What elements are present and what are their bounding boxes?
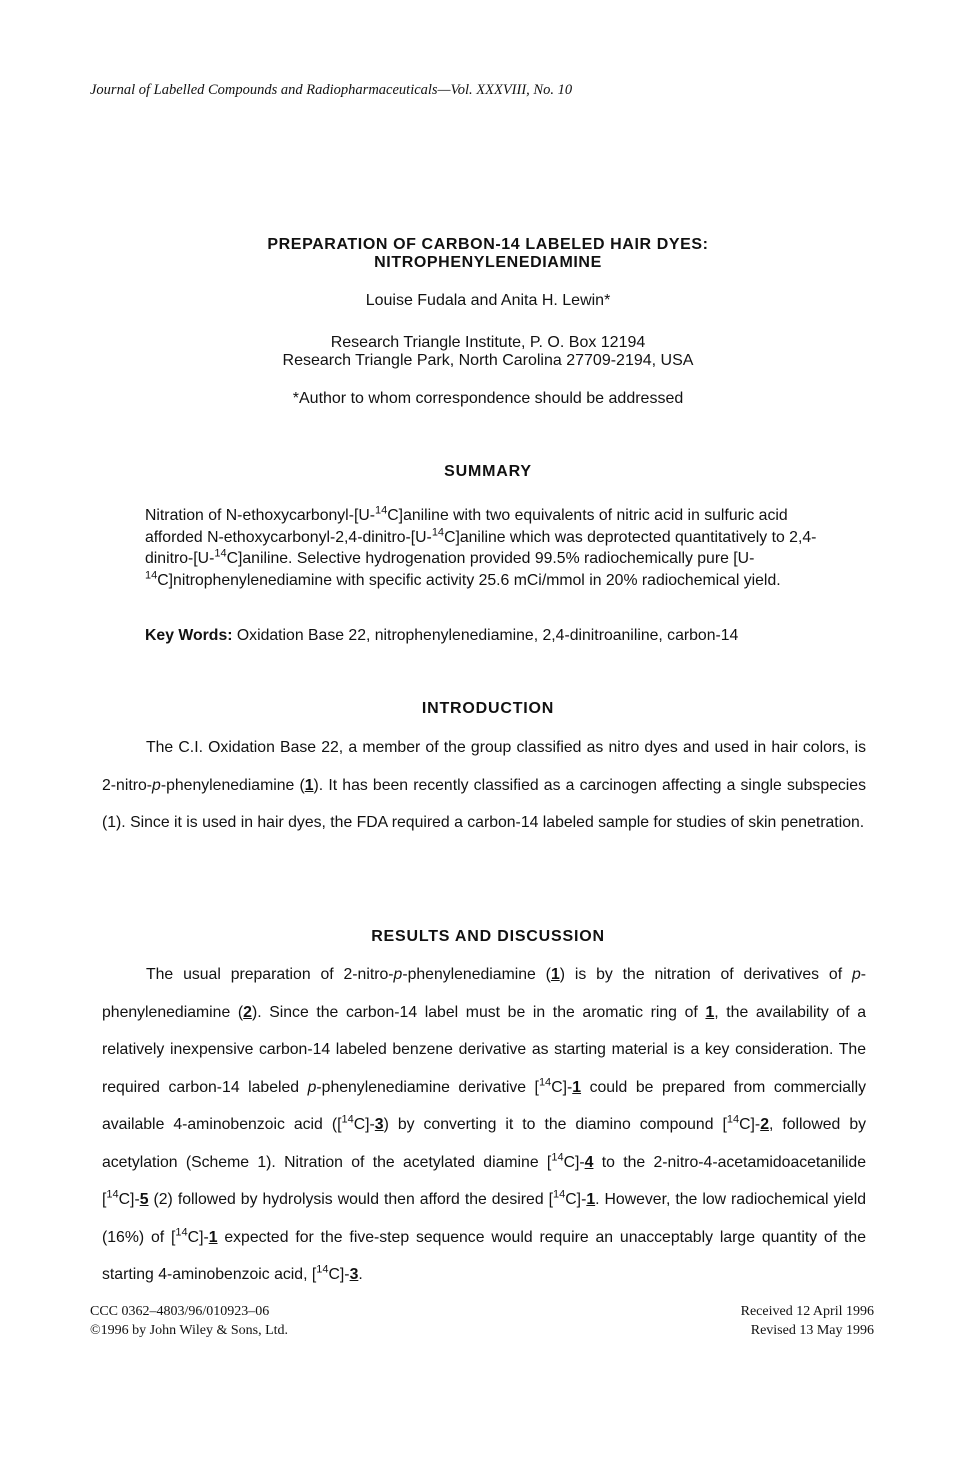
affiliation-line-2: Research Triangle Park, North Carolina 27709-2194, USA — [282, 352, 694, 369]
summary-text: Nitration of N-ethoxycarbonyl-[U-$^{14}$C]aniline with two equivalents of nitric acid in sulfuric acid afforded N-ethoxycarbonyl-2,4-dinitro-[U-$^{14}$C]aniline which was deprotected quantitatively to 2,4-dinitro-[U-$^{14}$C]aniline. Selective hydrogenation provided 99.5% radiochemically pure [U-$^{14}$C]nitrophenylenediamine with specific activity 25.6 mCi/mmol in 20% radiochemical yield. — [145, 504, 817, 589]
received-date: Received 12 April 1996 — [740, 1304, 874, 1319]
footer-left — [90, 1302, 288, 1340]
introduction-paragraph: The C.I. Oxidation Base 22, a member of the group classified as nitro dyes and used in hair colors, is 2-nitro-p-phenylenediamine (1). It has been recently classified as a carcinogen affecting a single subspecies (1). Since it is used in hair dyes, the FDA required a carbon-14 labeled sample for studies of skin penetration. — [102, 739, 866, 831]
correspondence-note: *Author to whom correspondence should be addressed — [292, 390, 684, 407]
article-title — [0, 236, 976, 272]
summary-heading: SUMMARY — [444, 463, 532, 480]
authors: Louise Fudala and Anita H. Lewin* — [365, 292, 611, 309]
copyright: ©1996 by John Wiley & Sons, Ltd. — [90, 1323, 289, 1338]
keywords-label: Key Words: — [145, 627, 233, 644]
keywords-text: Oxidation Base 22, nitrophenylenediamine, 2,4-dinitroaniline, carbon-14 — [232, 627, 739, 644]
title-line-1: PREPARATION OF CARBON-14 LABELED HAIR DYES: — [267, 236, 709, 253]
introduction-heading: INTRODUCTION — [421, 700, 555, 717]
footer-right — [741, 1302, 874, 1340]
affiliation-line-1: Research Triangle Institute, P. O. Box 12194 — [330, 334, 646, 351]
title-line-2: NITROPHENYLENEDIAMINE — [374, 254, 602, 271]
ccc-code: CCC 0362–4803/96/010923–06 — [90, 1304, 270, 1319]
results-paragraph: The usual preparation of 2-nitro-p-phenylenediamine (1) is by the nitration of derivatives of p-phenylenediamine (2). Since the carbon-14 label must be in the aromatic ring of 1, the availability of a relatively inexpensive carbon-14 labeled benzene derivative as starting material is a key consideration. The required carbon-14 labeled p-phenylenediamine derivative [$^{14}$C]-1 could be prepared from commercially available 4-aminobenzoic acid ([$^{14}$C]-3) by converting it to the diamino compound [$^{14}$C]-2, followed by acetylation (Scheme 1). Nitration of the acetylated diamine [$^{14}$C]-4 to the 2-nitro-4-acetamidoacetanilide [$^{14}$C]-5 (2) followed by hydrolysis would then afford the desired [$^{14}$C]-1. However, the low radiochemical yield (16%) of [$^{14}$C]-1 expected for the five-step sequence would require an unacceptably large quantity of the starting 4-aminobenzoic acid, [$^{14}$C]-3. — [102, 966, 866, 1283]
revised-date: Revised 13 May 1996 — [750, 1323, 874, 1338]
affiliation — [0, 334, 976, 370]
results-heading: RESULTS AND DISCUSSION — [371, 928, 605, 945]
keywords — [145, 627, 845, 645]
journal-header: Journal of Labelled Compounds and Radiopharmaceuticals—Vol. XXXVIII, No. 10 — [90, 82, 573, 98]
